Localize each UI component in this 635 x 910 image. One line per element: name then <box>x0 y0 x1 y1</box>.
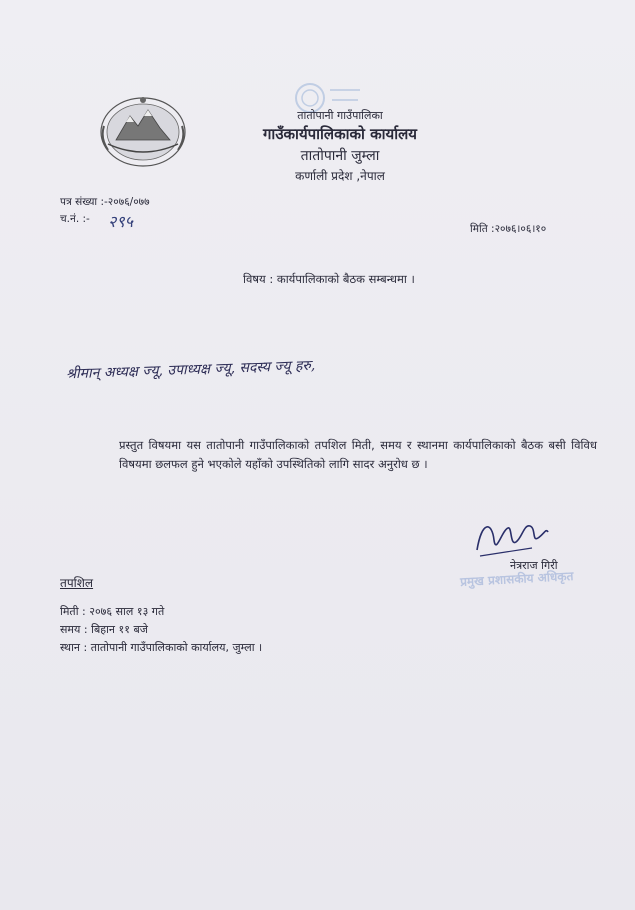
nepal-emblem-icon <box>98 92 188 170</box>
province-country: कर्णाली प्रदेश ,नेपाल <box>295 169 385 183</box>
dispatch-number-value: २९५ <box>108 212 133 231</box>
letter-subject: विषय : कार्यपालिकाको बैठक सम्बन्धमा । <box>243 272 415 286</box>
dispatch-number-label: च.नं. :- <box>60 213 90 225</box>
body-paragraph: प्रस्तुत विषयमा यस तातोपानी गाउँपालिकाको तपशिल मिती, समय र स्थानमा कार्यपालिकाको बैठक बसी विविध विषयमा छलफल हुने भएकोले यहाँको उपस्थितिको लागि सादर अनुरोध छ । <box>119 438 597 471</box>
recipient-line: श्रीमान् अध्यक्ष ज्यू, उपाध्यक्ष ज्यू, सदस्य ज्यू हरु, <box>65 357 316 383</box>
meeting-date: मिती : २०७६ साल १३ गते <box>60 605 165 618</box>
details-heading: तपशिल <box>60 576 94 590</box>
letter-body <box>75 436 597 474</box>
official-stamp: प्रमुख प्रशासकीय अधिकृत <box>459 569 574 589</box>
signatory-name: नेत्रराज गिरी <box>510 559 558 572</box>
office-location: तातोपानी जुम्ला <box>300 148 380 164</box>
office-title: गाउँकार्यपालिकाको कार्यालय <box>262 125 417 143</box>
meeting-place: स्थान : तातोपानी गाउँपालिकाको कार्यालय, जुम्ला । <box>60 641 263 654</box>
meeting-time: समय : बिहान ११ बजे <box>60 623 148 636</box>
letter-date: मिति :२०७६।०६।१० <box>470 223 547 235</box>
municipality-name: तातोपानी गाउँपालिका <box>297 109 383 122</box>
letter-number: पत्र संख्या :-२०७६/०७७ <box>60 196 150 208</box>
